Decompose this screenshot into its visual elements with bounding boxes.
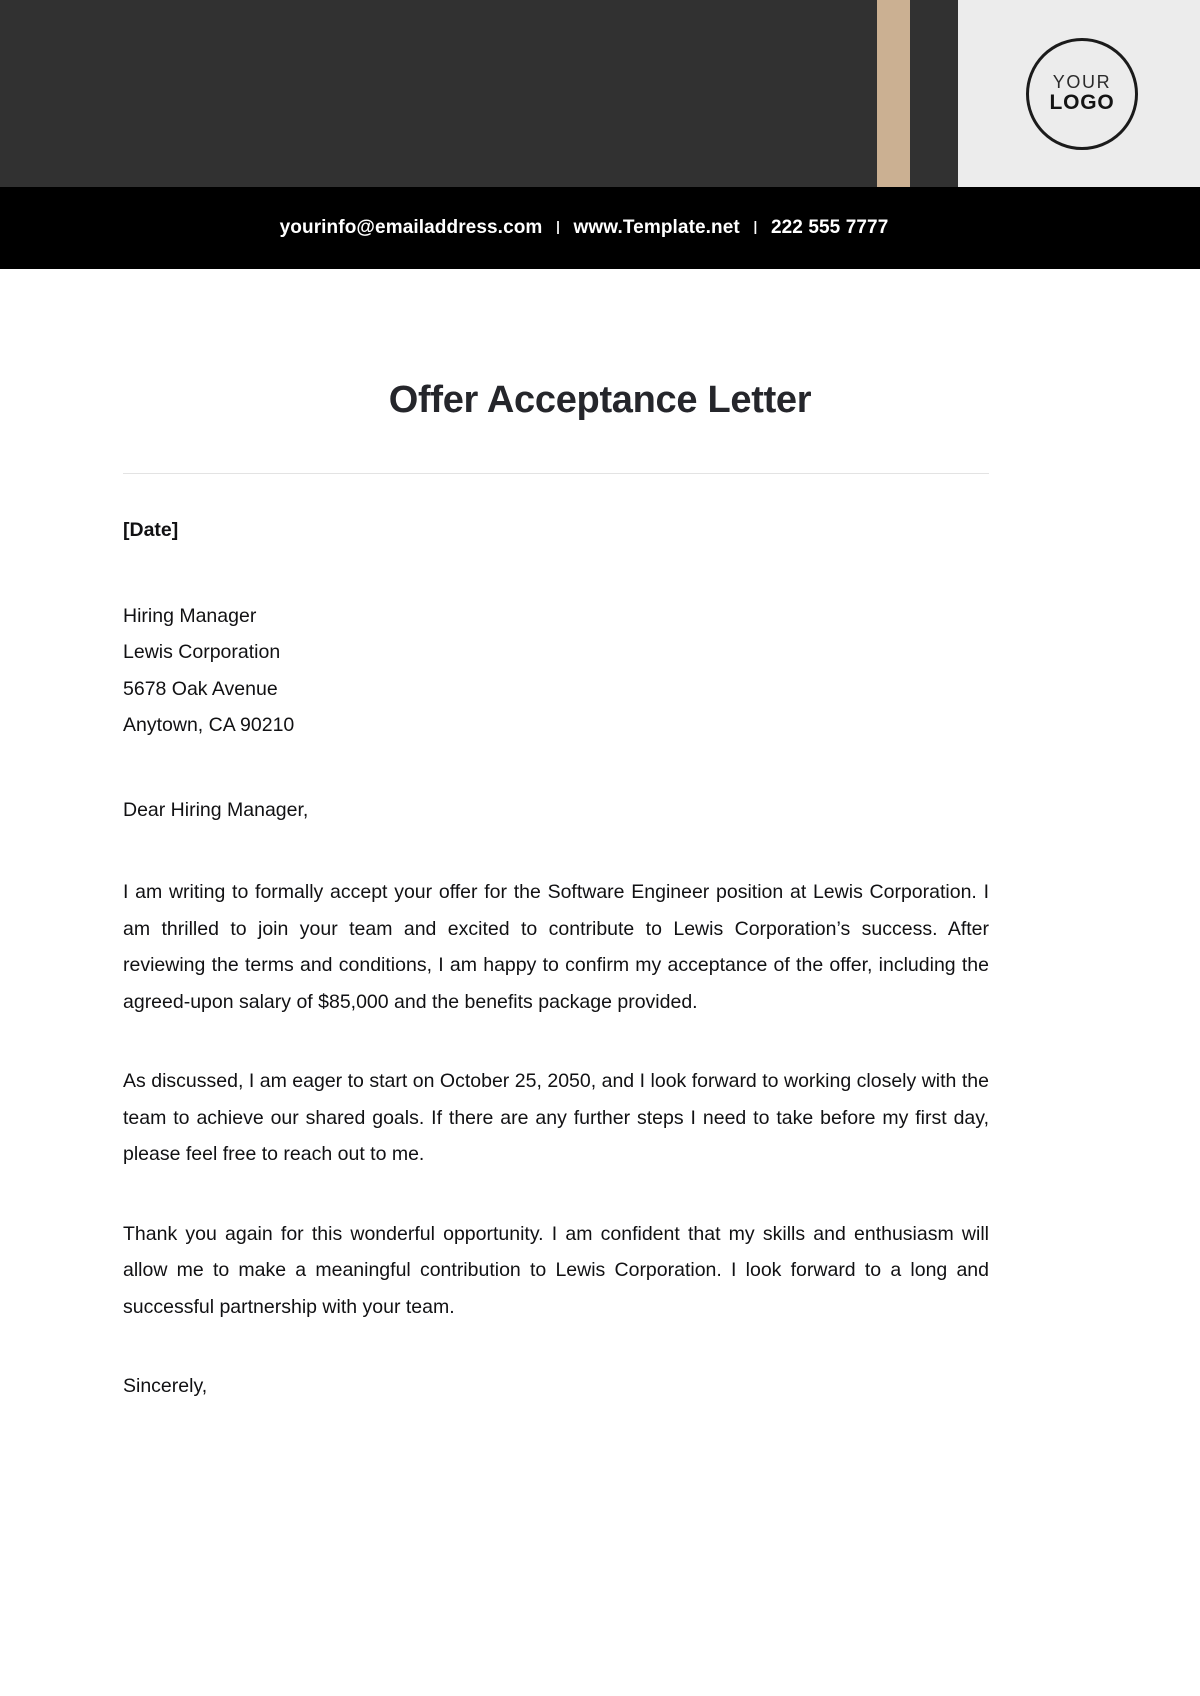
- body-paragraph-1: I am writing to formally accept your offer for the Software Engineer position at Lewis Corporation. I am thrilled to join your team and excited to contribute to Lewis Corporation’s success. After reviewing the terms and conditions, I am happy to confirm my acceptance of the offer, including the agreed-upon salary of $85,000 and the benefits package provided.: [123, 881, 989, 1013]
- date-field[interactable]: [Date]: [123, 519, 179, 541]
- contact-phone[interactable]: 222 555 7777: [770, 217, 889, 238]
- circle-logo-placeholder-icon: [1026, 38, 1138, 150]
- letter-body: [123, 512, 989, 1405]
- header-accent-stripe: [877, 0, 910, 187]
- header-dark-panel-left: [0, 0, 877, 187]
- recipient-line: Lewis Corporation: [123, 641, 281, 663]
- body-paragraph-2: As discussed, I am eager to start on October 25, 2050, and I look forward to working closely with the team to achieve our shared goals. If there are any further steps I need to take before my first day, please feel free to reach out to me.: [123, 1070, 989, 1165]
- header-band: [0, 0, 1200, 187]
- contact-separator-2: I: [752, 217, 758, 238]
- recipient-address-block: [123, 598, 989, 744]
- recipient-line: 5678 Oak Avenue: [123, 677, 278, 700]
- contact-website[interactable]: www.Template.net: [573, 217, 740, 238]
- contact-email[interactable]: yourinfo@emailaddress.com: [279, 217, 543, 238]
- logo-line-2: LOGO: [1049, 90, 1115, 114]
- header-dark-panel-right: [910, 0, 958, 187]
- contact-info-group: [280, 217, 889, 239]
- page-title: Offer Acceptance Letter: [388, 379, 812, 421]
- recipient-line: Hiring Manager: [123, 604, 257, 627]
- logo-line-1: YOUR: [1052, 72, 1112, 93]
- contact-bar: [0, 187, 1200, 269]
- salutation: Dear Hiring Manager,: [123, 798, 309, 821]
- contact-separator-1: I: [555, 217, 561, 238]
- recipient-line: Anytown, CA 90210: [123, 714, 295, 736]
- title-divider: [123, 473, 989, 474]
- closing-salutation: Sincerely,: [123, 1375, 208, 1397]
- body-paragraph-3: Thank you again for this wonderful opportunity. I am confident that my skills and enthusiasm will allow me to make a meaningful contribution to Lewis Corporation. I look forward to a long and successful partnership with your team.: [123, 1222, 989, 1318]
- logo-panel: [958, 0, 1200, 187]
